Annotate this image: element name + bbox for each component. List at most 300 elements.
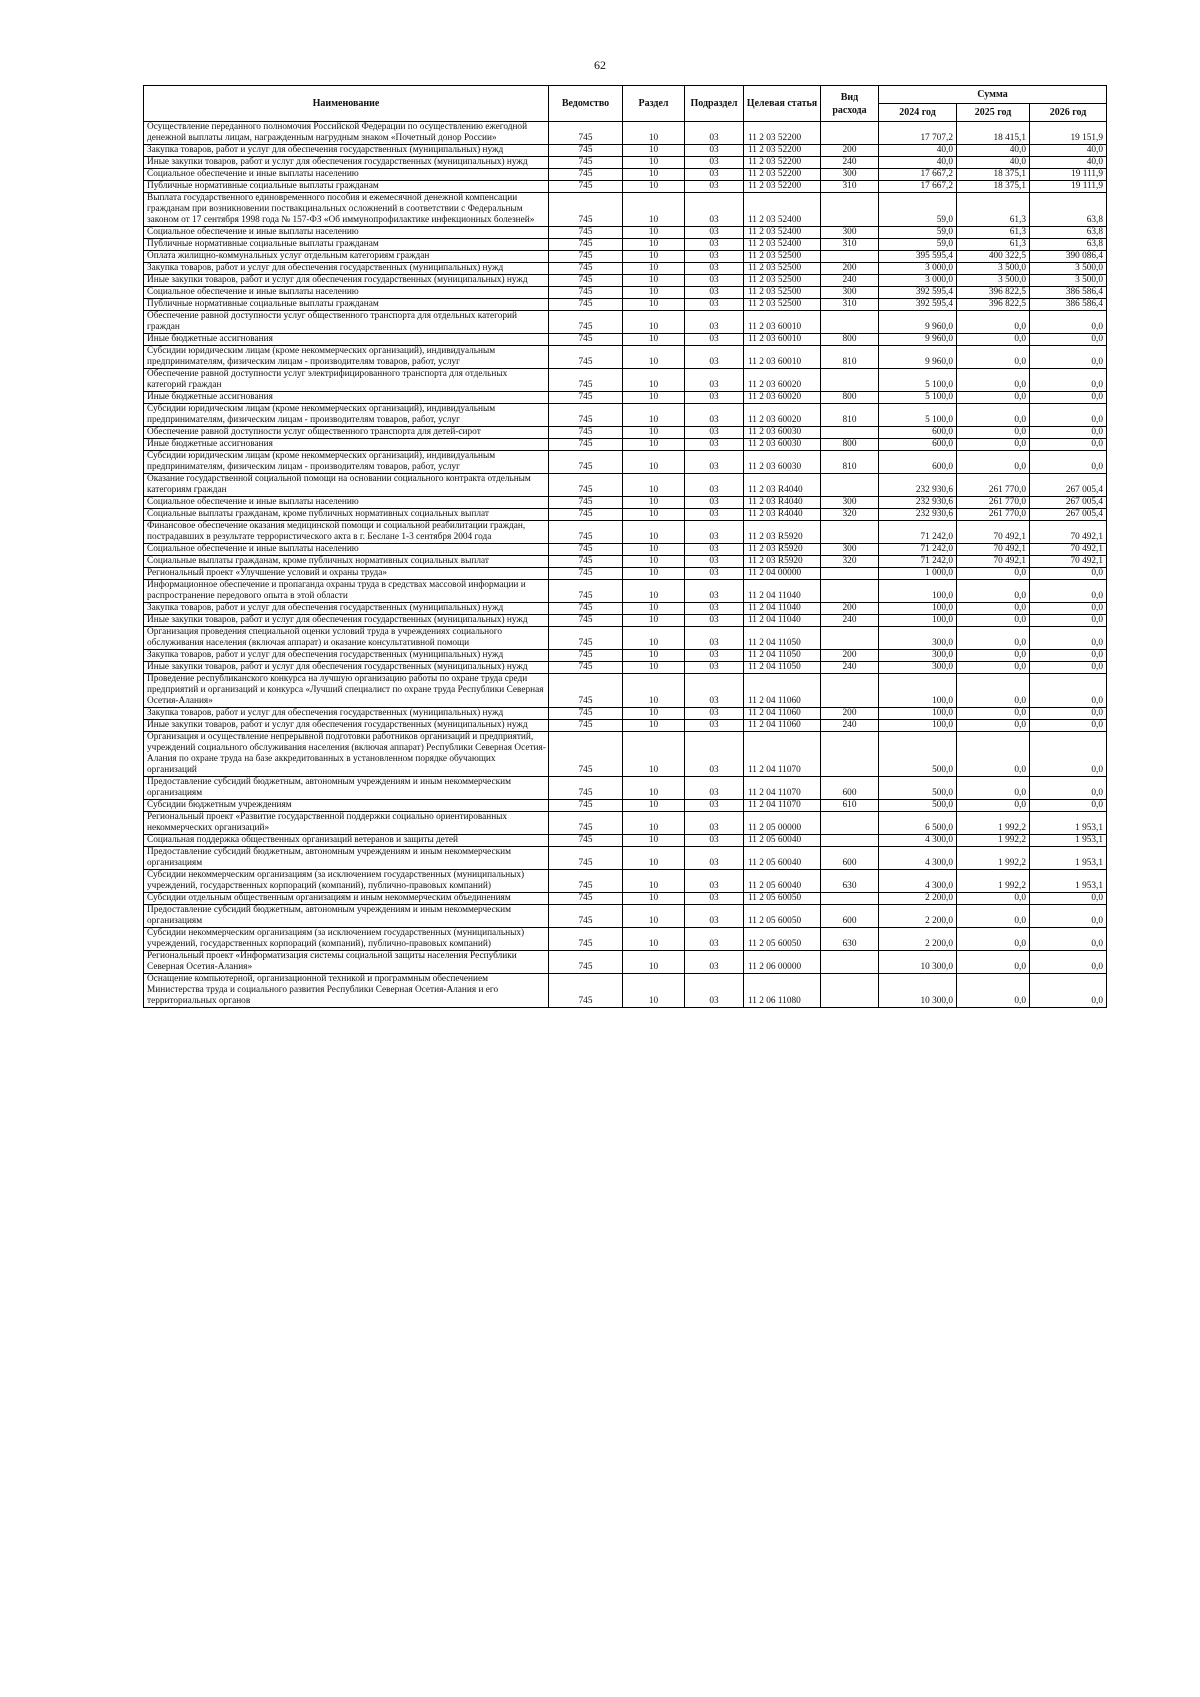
row-kind: 240 (821, 275, 879, 287)
row-sum-2024: 6 500,0 (879, 812, 957, 835)
row-sum-2024: 100,0 (879, 720, 957, 732)
row-sum-2026: 0,0 (1030, 720, 1107, 732)
row-kind (821, 812, 879, 835)
header-sum: Сумма (879, 86, 1107, 104)
table-row (144, 334, 1107, 346)
row-sum-2026: 0,0 (1030, 777, 1107, 800)
row-sum-2025: 0,0 (957, 708, 1030, 720)
row-sum-2024: 232 930,6 (879, 497, 957, 509)
row-target: 11 2 03 60030 (744, 451, 821, 474)
row-target: 11 2 03 R4040 (744, 497, 821, 509)
row-sum-2024: 395 595,4 (879, 251, 957, 263)
row-name: Публичные нормативные социальные выплаты гражданам (144, 299, 549, 311)
row-section: 10 (623, 239, 685, 251)
row-dept: 745 (549, 708, 623, 720)
row-name: Предоставление субсидий бюджетным, автономным учреждениям и иным некоммерческим организациям (144, 777, 549, 800)
row-kind: 300 (821, 287, 879, 299)
row-sum-2024: 4 300,0 (879, 870, 957, 893)
row-kind: 240 (821, 157, 879, 169)
row-name: Субсидии юридическим лицам (кроме некоммерческих организаций), индивидуальным предпринимателям, физическим лицам - производителям товаров, работ, услуг (144, 346, 549, 369)
row-kind: 200 (821, 650, 879, 662)
row-sum-2025: 70 492,1 (957, 544, 1030, 556)
row-sum-2025: 1 992,2 (957, 847, 1030, 870)
row-subsection: 03 (685, 674, 744, 708)
row-sum-2026: 1 953,1 (1030, 870, 1107, 893)
row-kind (821, 193, 879, 227)
table-row (144, 732, 1107, 777)
row-section: 10 (623, 603, 685, 615)
row-section: 10 (623, 169, 685, 181)
table-row (144, 193, 1107, 227)
row-subsection: 03 (685, 615, 744, 627)
row-kind (821, 951, 879, 974)
row-target: 11 2 03 60020 (744, 392, 821, 404)
row-subsection: 03 (685, 169, 744, 181)
row-subsection: 03 (685, 509, 744, 521)
row-dept: 745 (549, 556, 623, 568)
row-target: 11 2 04 00000 (744, 568, 821, 580)
row-subsection: 03 (685, 497, 744, 509)
row-sum-2025: 0,0 (957, 311, 1030, 334)
row-kind: 610 (821, 800, 879, 812)
row-subsection: 03 (685, 650, 744, 662)
row-section: 10 (623, 708, 685, 720)
row-target: 11 2 03 60010 (744, 311, 821, 334)
table-header (144, 86, 1107, 122)
row-sum-2026: 0,0 (1030, 893, 1107, 905)
row-target: 11 2 03 52400 (744, 193, 821, 227)
row-kind: 200 (821, 603, 879, 615)
row-sum-2024: 500,0 (879, 777, 957, 800)
row-dept: 745 (549, 369, 623, 392)
row-dept: 745 (549, 334, 623, 346)
row-dept: 745 (549, 812, 623, 835)
row-name: Социальное обеспечение и иные выплаты населению (144, 287, 549, 299)
row-kind: 200 (821, 145, 879, 157)
row-target: 11 2 05 60050 (744, 893, 821, 905)
row-target: 11 2 03 60030 (744, 439, 821, 451)
table-row (144, 974, 1107, 1008)
row-sum-2026: 0,0 (1030, 427, 1107, 439)
row-sum-2026: 0,0 (1030, 580, 1107, 603)
row-kind: 600 (821, 847, 879, 870)
row-sum-2025: 261 770,0 (957, 509, 1030, 521)
row-subsection: 03 (685, 251, 744, 263)
row-name: Иные закупки товаров, работ и услуг для обеспечения государственных (муниципальных) нужд (144, 720, 549, 732)
row-sum-2024: 59,0 (879, 193, 957, 227)
row-section: 10 (623, 439, 685, 451)
row-sum-2026: 0,0 (1030, 627, 1107, 650)
row-target: 11 2 03 52400 (744, 239, 821, 251)
row-name: Закупка товаров, работ и услуг для обеспечения государственных (муниципальных) нужд (144, 650, 549, 662)
row-sum-2024: 3 000,0 (879, 263, 957, 275)
row-dept: 745 (549, 427, 623, 439)
row-section: 10 (623, 369, 685, 392)
row-dept: 745 (549, 674, 623, 708)
row-target: 11 2 05 60050 (744, 928, 821, 951)
row-name: Информационное обеспечение и пропаганда охраны труда в средствах массовой информации и распространение передового опыта в этой области (144, 580, 549, 603)
table-row (144, 122, 1107, 145)
header-name: Наименование (144, 86, 549, 122)
row-target: 11 2 03 52400 (744, 227, 821, 239)
row-sum-2025: 0,0 (957, 392, 1030, 404)
row-subsection: 03 (685, 404, 744, 427)
header-dept: Ведомство (549, 86, 623, 122)
row-target: 11 2 03 60020 (744, 369, 821, 392)
row-sum-2025: 3 500,0 (957, 263, 1030, 275)
row-name: Иные бюджетные ассигнования (144, 392, 549, 404)
row-sum-2025: 396 822,5 (957, 287, 1030, 299)
table-row (144, 650, 1107, 662)
row-target: 11 2 04 11040 (744, 580, 821, 603)
row-name: Выплата государственного единовременного пособия и ежемесячной денежной компенсации гражданам при возникновении поствакцинальных осложнений в соответствии с Федеральным законом от 17 сентября 1998 года № 157-ФЗ «Об иммунопрофилактике инфекционных болезней» (144, 193, 549, 227)
row-sum-2024: 9 960,0 (879, 311, 957, 334)
table-row (144, 509, 1107, 521)
row-subsection: 03 (685, 346, 744, 369)
row-dept: 745 (549, 263, 623, 275)
row-subsection: 03 (685, 263, 744, 275)
row-sum-2024: 100,0 (879, 603, 957, 615)
row-dept: 745 (549, 122, 623, 145)
row-section: 10 (623, 427, 685, 439)
row-sum-2024: 500,0 (879, 800, 957, 812)
row-sum-2026: 267 005,4 (1030, 509, 1107, 521)
row-dept: 745 (549, 650, 623, 662)
row-subsection: 03 (685, 708, 744, 720)
row-target: 11 2 03 52500 (744, 287, 821, 299)
row-name: Публичные нормативные социальные выплаты гражданам (144, 239, 549, 251)
row-sum-2026: 70 492,1 (1030, 521, 1107, 544)
row-subsection: 03 (685, 800, 744, 812)
row-section: 10 (623, 122, 685, 145)
row-sum-2025: 0,0 (957, 451, 1030, 474)
row-sum-2026: 19 111,9 (1030, 169, 1107, 181)
page-number: 62 (594, 58, 606, 72)
row-dept: 745 (549, 239, 623, 251)
row-sum-2026: 63,8 (1030, 239, 1107, 251)
header-2024: 2024 год (879, 104, 957, 122)
row-kind: 810 (821, 404, 879, 427)
table-row (144, 275, 1107, 287)
row-kind (821, 627, 879, 650)
table-row (144, 720, 1107, 732)
row-dept: 745 (549, 346, 623, 369)
row-sum-2024: 17 707,2 (879, 122, 957, 145)
row-sum-2026: 0,0 (1030, 974, 1107, 1008)
row-subsection: 03 (685, 181, 744, 193)
row-target: 11 2 04 11070 (744, 777, 821, 800)
table-row (144, 662, 1107, 674)
row-target: 11 2 03 52500 (744, 251, 821, 263)
row-kind: 240 (821, 720, 879, 732)
table-row (144, 847, 1107, 870)
table-row (144, 951, 1107, 974)
row-target: 11 2 05 60040 (744, 870, 821, 893)
row-kind: 300 (821, 544, 879, 556)
row-sum-2024: 100,0 (879, 708, 957, 720)
row-sum-2026: 0,0 (1030, 800, 1107, 812)
row-name: Социальные выплаты гражданам, кроме публичных нормативных социальных выплат (144, 556, 549, 568)
row-sum-2025: 261 770,0 (957, 497, 1030, 509)
row-name: Социальные выплаты гражданам, кроме публичных нормативных социальных выплат (144, 509, 549, 521)
row-sum-2025: 61,3 (957, 193, 1030, 227)
row-sum-2024: 1 000,0 (879, 568, 957, 580)
row-subsection: 03 (685, 835, 744, 847)
row-section: 10 (623, 974, 685, 1008)
table-row (144, 674, 1107, 708)
row-kind: 320 (821, 509, 879, 521)
row-kind: 240 (821, 615, 879, 627)
row-sum-2024: 5 100,0 (879, 404, 957, 427)
row-dept: 745 (549, 580, 623, 603)
row-section: 10 (623, 951, 685, 974)
table-row (144, 568, 1107, 580)
row-kind: 600 (821, 905, 879, 928)
row-dept: 745 (549, 251, 623, 263)
table-row (144, 392, 1107, 404)
row-sum-2024: 392 595,4 (879, 287, 957, 299)
row-kind: 630 (821, 870, 879, 893)
table-row (144, 497, 1107, 509)
row-section: 10 (623, 227, 685, 239)
row-sum-2024: 600,0 (879, 439, 957, 451)
row-sum-2025: 0,0 (957, 404, 1030, 427)
row-section: 10 (623, 835, 685, 847)
table-row (144, 299, 1107, 311)
row-sum-2025: 0,0 (957, 732, 1030, 777)
row-sum-2026: 40,0 (1030, 145, 1107, 157)
row-target: 11 2 03 R5920 (744, 556, 821, 568)
row-subsection: 03 (685, 627, 744, 650)
row-sum-2026: 0,0 (1030, 404, 1107, 427)
row-dept: 745 (549, 227, 623, 239)
row-kind (821, 474, 879, 497)
row-section: 10 (623, 287, 685, 299)
row-sum-2026: 0,0 (1030, 615, 1107, 627)
row-subsection: 03 (685, 334, 744, 346)
row-name: Обеспечение равной доступности услуг общественного транспорта для отдельных категорий граждан (144, 311, 549, 334)
row-section: 10 (623, 615, 685, 627)
row-kind (821, 521, 879, 544)
row-name: Субсидии юридическим лицам (кроме некоммерческих организаций), индивидуальным предпринимателям, физическим лицам - производителям товаров, работ, услуг (144, 404, 549, 427)
row-sum-2026: 0,0 (1030, 346, 1107, 369)
row-name: Организация проведения специальной оценки условий труда в учреждениях социального обслуживания населения (включая аппарат) и оказание консультативной помощи (144, 627, 549, 650)
row-sum-2024: 59,0 (879, 239, 957, 251)
table-row (144, 544, 1107, 556)
row-subsection: 03 (685, 603, 744, 615)
row-sum-2025: 0,0 (957, 603, 1030, 615)
row-sum-2026: 3 500,0 (1030, 275, 1107, 287)
row-sum-2024: 5 100,0 (879, 392, 957, 404)
row-sum-2026: 390 086,4 (1030, 251, 1107, 263)
table-row (144, 287, 1107, 299)
row-section: 10 (623, 650, 685, 662)
row-section: 10 (623, 521, 685, 544)
row-kind (821, 893, 879, 905)
table-row (144, 145, 1107, 157)
row-section: 10 (623, 674, 685, 708)
row-sum-2024: 100,0 (879, 674, 957, 708)
row-dept: 745 (549, 777, 623, 800)
row-subsection: 03 (685, 951, 744, 974)
row-sum-2024: 71 242,0 (879, 544, 957, 556)
row-subsection: 03 (685, 427, 744, 439)
row-kind (821, 427, 879, 439)
row-subsection: 03 (685, 812, 744, 835)
row-name: Иные закупки товаров, работ и услуг для обеспечения государственных (муниципальных) нужд (144, 662, 549, 674)
table-row (144, 427, 1107, 439)
row-sum-2024: 392 595,4 (879, 299, 957, 311)
row-target: 11 2 05 60040 (744, 835, 821, 847)
row-name: Оплата жилищно-коммунальных услуг отдельным категориям граждан (144, 251, 549, 263)
table-row (144, 893, 1107, 905)
row-subsection: 03 (685, 893, 744, 905)
row-section: 10 (623, 275, 685, 287)
table-row (144, 521, 1107, 544)
row-section: 10 (623, 509, 685, 521)
table-row (144, 812, 1107, 835)
row-sum-2026: 0,0 (1030, 674, 1107, 708)
row-section: 10 (623, 893, 685, 905)
row-section: 10 (623, 311, 685, 334)
row-kind: 810 (821, 346, 879, 369)
row-name: Предоставление субсидий бюджетным, автономным учреждениям и иным некоммерческим организациям (144, 847, 549, 870)
table-row (144, 556, 1107, 568)
row-name: Региональный проект «Улучшение условий и охраны труда» (144, 568, 549, 580)
row-section: 10 (623, 474, 685, 497)
row-sum-2024: 59,0 (879, 227, 957, 239)
row-kind: 630 (821, 928, 879, 951)
row-dept: 745 (549, 474, 623, 497)
row-dept: 745 (549, 509, 623, 521)
row-section: 10 (623, 662, 685, 674)
table-row (144, 451, 1107, 474)
row-dept: 745 (549, 662, 623, 674)
row-subsection: 03 (685, 122, 744, 145)
row-sum-2024: 4 300,0 (879, 835, 957, 847)
row-dept: 745 (549, 287, 623, 299)
row-name: Закупка товаров, работ и услуг для обеспечения государственных (муниципальных) нужд (144, 603, 549, 615)
row-sum-2025: 1 992,2 (957, 835, 1030, 847)
row-kind: 600 (821, 777, 879, 800)
row-target: 11 2 06 11080 (744, 974, 821, 1008)
row-dept: 745 (549, 404, 623, 427)
row-name: Обеспечение равной доступности услуг электрифицированного транспорта для отдельных категорий граждан (144, 369, 549, 392)
row-kind (821, 122, 879, 145)
row-sum-2024: 500,0 (879, 732, 957, 777)
row-sum-2024: 9 960,0 (879, 334, 957, 346)
row-subsection: 03 (685, 157, 744, 169)
row-sum-2024: 40,0 (879, 145, 957, 157)
row-sum-2024: 100,0 (879, 615, 957, 627)
row-dept: 745 (549, 193, 623, 227)
row-section: 10 (623, 251, 685, 263)
row-sum-2025: 0,0 (957, 674, 1030, 708)
row-subsection: 03 (685, 145, 744, 157)
row-subsection: 03 (685, 580, 744, 603)
row-name: Публичные нормативные социальные выплаты гражданам (144, 181, 549, 193)
row-target: 11 2 05 60050 (744, 905, 821, 928)
row-target: 11 2 04 11060 (744, 674, 821, 708)
table-row (144, 474, 1107, 497)
row-kind (821, 369, 879, 392)
row-dept: 745 (549, 145, 623, 157)
row-sum-2025: 0,0 (957, 346, 1030, 369)
row-sum-2025: 0,0 (957, 568, 1030, 580)
row-sum-2025: 1 992,2 (957, 870, 1030, 893)
row-sum-2025: 18 375,1 (957, 169, 1030, 181)
row-sum-2025: 0,0 (957, 439, 1030, 451)
row-target: 11 2 04 11070 (744, 732, 821, 777)
row-sum-2024: 300,0 (879, 662, 957, 674)
row-sum-2024: 3 000,0 (879, 275, 957, 287)
row-name: Субсидии бюджетным учреждениям (144, 800, 549, 812)
row-target: 11 2 03 52500 (744, 263, 821, 275)
row-kind: 800 (821, 392, 879, 404)
row-sum-2025: 0,0 (957, 662, 1030, 674)
row-kind (821, 974, 879, 1008)
header-target: Целевая статья (744, 86, 821, 122)
row-dept: 745 (549, 847, 623, 870)
table-row (144, 181, 1107, 193)
row-sum-2025: 18 415,1 (957, 122, 1030, 145)
row-section: 10 (623, 732, 685, 777)
row-target: 11 2 04 11050 (744, 650, 821, 662)
table-row (144, 439, 1107, 451)
row-kind: 800 (821, 334, 879, 346)
row-name: Социальное обеспечение и иные выплаты населению (144, 169, 549, 181)
row-target: 11 2 03 52200 (744, 157, 821, 169)
row-dept: 745 (549, 497, 623, 509)
row-section: 10 (623, 404, 685, 427)
row-kind (821, 251, 879, 263)
row-name: Финансовое обеспечение оказания медицинской помощи и социальной реабилитации граждан, пострадавших в результате террористического акта в г. Беслане 1-3 сентября 2004 года (144, 521, 549, 544)
row-target: 11 2 04 11060 (744, 708, 821, 720)
row-kind: 300 (821, 227, 879, 239)
row-dept: 745 (549, 169, 623, 181)
row-section: 10 (623, 299, 685, 311)
row-sum-2026: 0,0 (1030, 603, 1107, 615)
row-section: 10 (623, 928, 685, 951)
row-sum-2025: 1 992,2 (957, 812, 1030, 835)
table-row (144, 627, 1107, 650)
row-target: 11 2 04 11050 (744, 627, 821, 650)
row-section: 10 (623, 800, 685, 812)
row-dept: 745 (549, 615, 623, 627)
row-target: 11 2 04 11070 (744, 800, 821, 812)
row-subsection: 03 (685, 732, 744, 777)
row-section: 10 (623, 870, 685, 893)
table-row (144, 708, 1107, 720)
row-subsection: 03 (685, 392, 744, 404)
row-target: 11 2 06 00000 (744, 951, 821, 974)
row-sum-2026: 0,0 (1030, 951, 1107, 974)
row-sum-2025: 0,0 (957, 427, 1030, 439)
row-kind (821, 732, 879, 777)
row-sum-2026: 0,0 (1030, 708, 1107, 720)
table-row (144, 227, 1107, 239)
row-dept: 745 (549, 951, 623, 974)
row-sum-2026: 0,0 (1030, 732, 1107, 777)
table-row (144, 311, 1107, 334)
row-subsection: 03 (685, 451, 744, 474)
row-section: 10 (623, 627, 685, 650)
row-section: 10 (623, 145, 685, 157)
row-dept: 745 (549, 974, 623, 1008)
row-dept: 745 (549, 732, 623, 777)
row-dept: 745 (549, 392, 623, 404)
row-sum-2026: 1 953,1 (1030, 812, 1107, 835)
